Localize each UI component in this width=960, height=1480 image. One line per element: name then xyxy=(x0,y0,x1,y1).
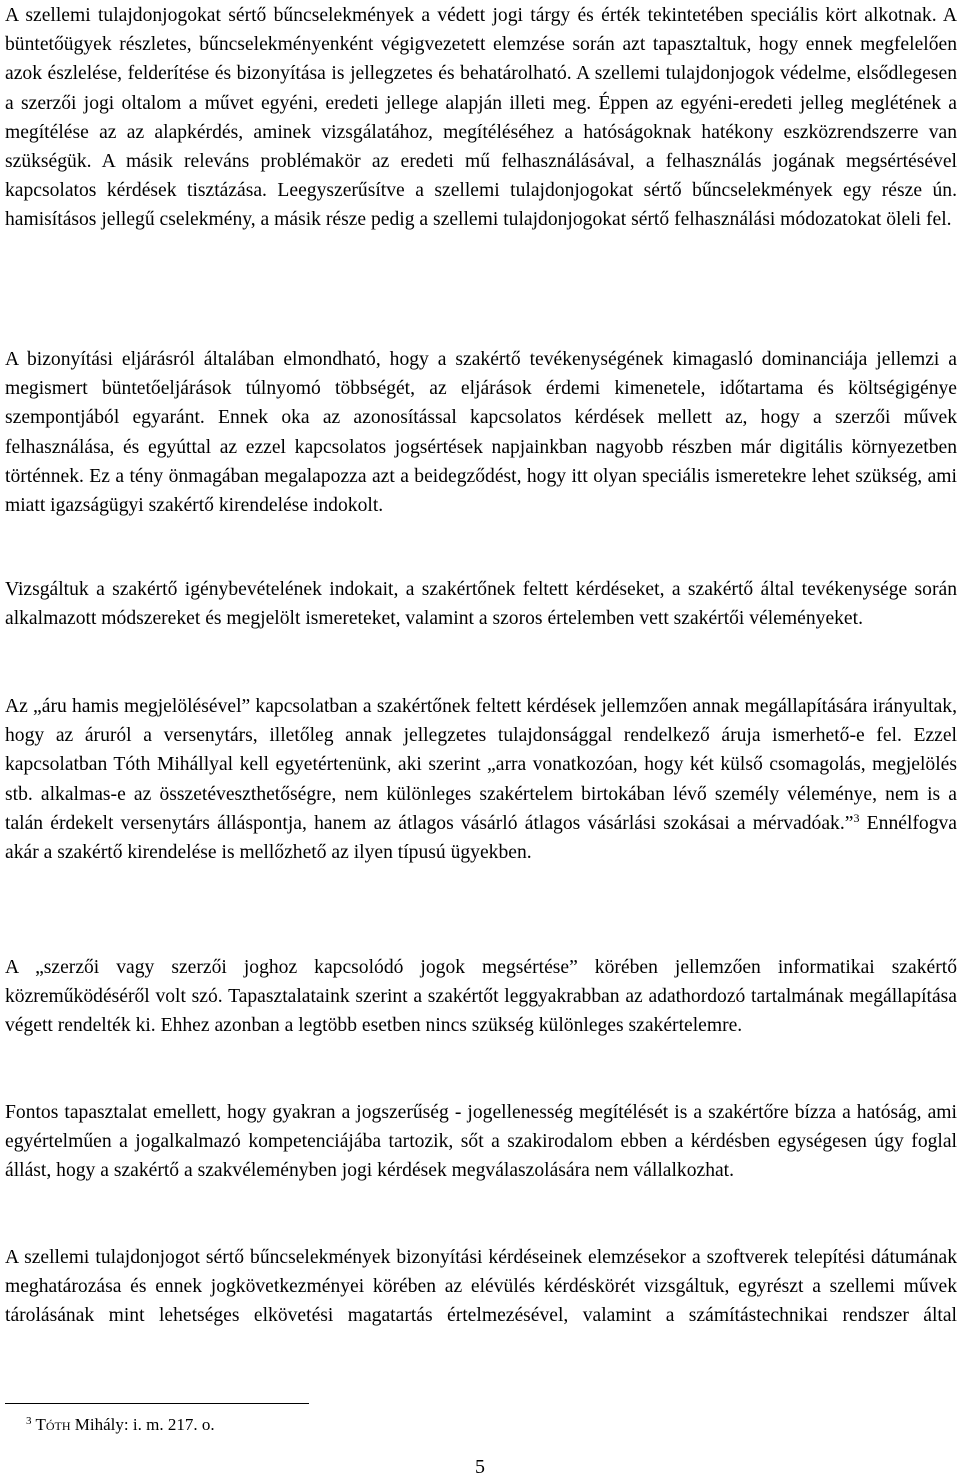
paragraph-1: A szellemi tulajdonjogokat sértő bűncselekmények a védett jogi tárgy és érték tekintetében speciális kört alkotnak. A büntetőügyek részletes, bűncselekményenként végigvezetett elemzése során azt tapasztaltuk, hogy ennek megfelelően azok észlelése, felderítése és bizonyítása is jellegzetes és behatárolható. A szellemi tulajdonjogok védelme, elsődlegesen a szerzői jogi oltalom a művet egyéni, eredeti jellege alapján illeti meg. Éppen az egyéni-eredeti jelleg meglétének a megítélése az az alapkérdés, aminek vizsgálatához, megítéléséhez a hatóságoknak hatékony eszközrendszerre van szükségük. A másik releváns problémakör az eredeti mű felhasználásával, a felhasználás jogának megsértésével kapcsolatos kérdések tisztázása. Leegyszerűsítve a szellemi tulajdonjogokat sértő bűncselekmények egy része ún. hamisításos jellegű cselekmény, a másik része pedig a szellemi tulajdonjogokat sértő felhasználási módozatokat öleli fel. xyxy=(5,5,957,231)
footnote-author: Tóth xyxy=(35,1415,71,1434)
footnote-separator xyxy=(5,1403,309,1404)
paragraph-4-tail: Ennélfogva akár a szakértő kirendelése is mellőzhető az ilyen típusú ügyekben. xyxy=(5,812,958,864)
paragraph-7: A szellemi tulajdonjogot sértő bűncselekmények bizonyítási kérdéseinek elemzésekor a szoftverek telepítési dátumának meghatározása és ennek jogkövetkezményei körében az elévülés kérdéskörét vizsgáltuk, egyrészt a szellemi művek tárolásának mint lehetséges elkövetési magatartás értelmezésével, valamint a számítástechnikai rendszer által xyxy=(5,1247,957,1327)
footnote-reference[interactable]: 3 xyxy=(853,810,860,825)
document-page xyxy=(5,0,957,1480)
paragraph-4-text: Az „áru hamis megjelölésével” kapcsolatban a szakértőnek feltett kérdések jellemzően annak megállapítására irányultak, hogy az áruról a versenytárs, illetőleg annak jellegzetes tulajdonsággal rendelkező áruja ismerhető-e fel. Ezzel kapcsolatban Tóth Mihállyal kell egyetértenünk, aki szerint „arra vonatkozóan, hogy két külső csomagolás, megjelölés stb. alkalmas-e az összetéveszthetőségre, nem különleges szakértelem birtokában lévő személy véleménye, nem is a talán érdekelt versenytárs álláspontja, hanem az átlagos vásárló átlagos vásárlási szokásai a mérvadóak.” xyxy=(5,696,957,834)
paragraph-5: A „szerzői vagy szerzői joghoz kapcsolódó jogok megsértése” körében jellemzően informatikai szakértő közreműködéséről volt szó. Tapasztalataink szerint a szakértőt leggyakrabban az adathordozó tartalmának megállapítása végett rendelték ki. Ehhez azonban a legtöbb esetben nincs szükség különleges szakértelemre. xyxy=(5,957,957,1037)
paragraph-3: Vizsgáltuk a szakértő igénybevételének indokait, a szakértőnek feltett kérdéseket, a szakértő által tevékenysége során alkalmazott módszereket és megjelölt ismereteket, valamint a szoros értelemben vett szakértői véleményeket. xyxy=(5,579,957,630)
footnote xyxy=(26,1413,215,1437)
footnote-number: 3 xyxy=(26,1415,32,1427)
paragraph-6: Fontos tapasztalat emellett, hogy gyakran a jogszerűség - jogellenesség megítélését is a szakértőre bízza a hatóság, ami egyértelműen a jogalkalmazó kompetenciájába tartozik, sőt a szakirodalom ebben a kérdésben egységesen úgy foglal állást, hogy a szakértő a szakvéleményben jogi kérdések megválaszolására nem vállalkozhat. xyxy=(5,1102,957,1182)
paragraph-2: A bizonyítási eljárásról általában elmondható, hogy a szakértő tevékenységének kimagasló dominanciája jellemzi a megismert büntetőeljárások túlnyomó többségét, az eljárások érdemi kimenetele, időtartama és költségigénye szempontjából egyaránt. Ennek oka az azonosítással kapcsolatos kérdések mellett az, hogy a szerzői művek felhasználása, és egyúttal az ezzel kapcsolatos jogsértések napjainkban nagyobb részben már digitális környezetben történnek. Ez a tény önmagában megalapozza azt a beidegződést, hogy itt olyan speciális ismeretekre lehet szükség, ami miatt igazságügyi szakértő kirendelése indokolt. xyxy=(5,349,957,517)
footnote-text: Mihály: i. m. 217. o. xyxy=(70,1415,215,1434)
page-number: 5 xyxy=(475,1456,485,1478)
paragraph-4 xyxy=(5,692,957,867)
